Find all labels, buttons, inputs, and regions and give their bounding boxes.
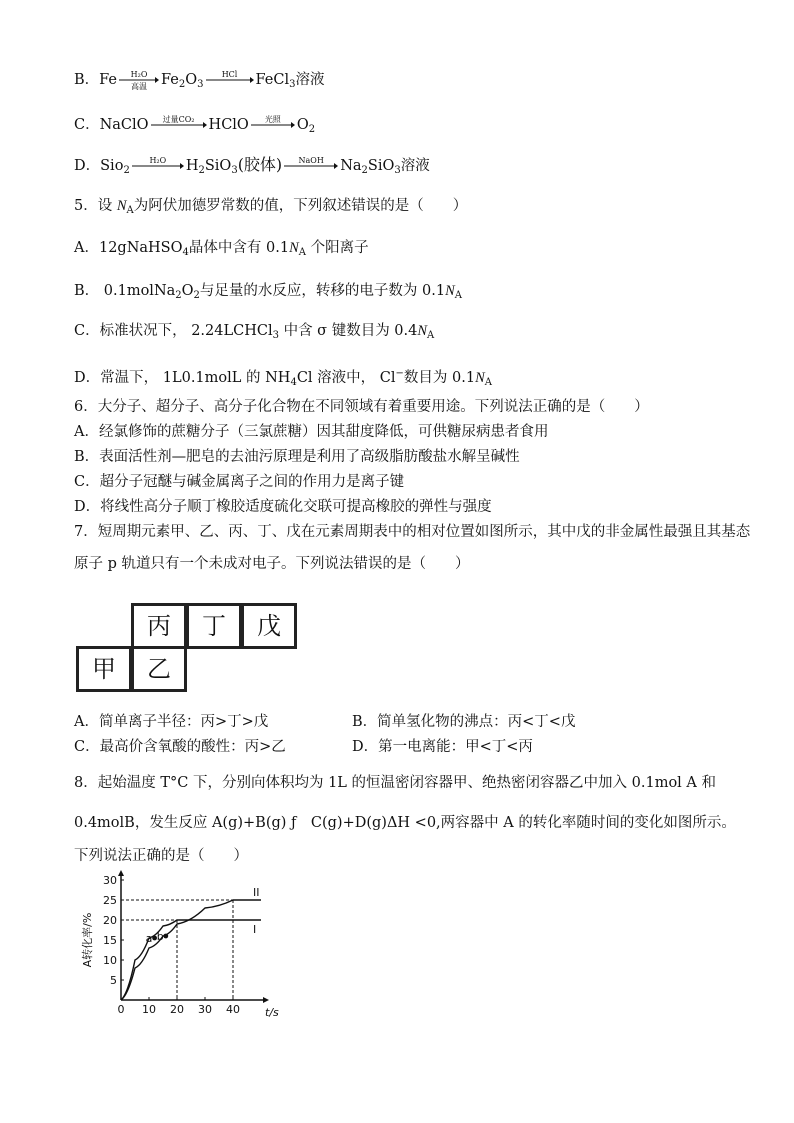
reaction-arrow xyxy=(251,115,295,132)
arrow-top-label: H₂O xyxy=(149,156,167,165)
y-tick-label: 15 xyxy=(103,934,117,947)
q6-option-b: B．表面活性剂—肥皂的去油污原理是利用了高级脂肪酸盐水解呈碱性 xyxy=(74,449,520,465)
na-symbol: N xyxy=(445,283,455,299)
x-axis-arrow xyxy=(263,997,269,1003)
q5-c-b: 中含 σ 键数目为 0.4 xyxy=(283,323,418,339)
na2sio3: Na xyxy=(340,158,362,174)
na-sub: A xyxy=(298,247,306,258)
y-tick-label: 5 xyxy=(110,974,117,987)
series-label-II: II xyxy=(253,886,260,899)
question-5-stem xyxy=(74,196,467,221)
reaction-arrow xyxy=(284,156,338,173)
na-symbol: N xyxy=(417,323,428,339)
o2: O xyxy=(296,117,309,133)
option-c-start: C．NaClO xyxy=(74,117,149,133)
y-tick-label: 20 xyxy=(103,914,117,927)
question-7-stem-line1: 7．短周期元素甲、乙、丙、丁、戊在元素周期表中的相对位置如图所示，其中戊的非金属性最强且其基态 xyxy=(74,524,751,540)
q5-b-a: B． 0.1molNa xyxy=(74,283,176,299)
reaction-arrow xyxy=(206,70,254,87)
option-c-line: C．NaClO 过量CO₂ HClO 光照 $O_2$ xyxy=(74,115,316,135)
x-tick-label: 10 xyxy=(142,1003,156,1016)
cell-ding: 丁 xyxy=(186,603,242,649)
x-tick-label: 30 xyxy=(198,1003,212,1016)
q5-a-c: 个阳离子 xyxy=(310,240,369,256)
question-8-stem-line1: 8．起始温度 T°C 下，分别向体积均为 1L 的恒温密闭容器甲、绝热密闭容器乙中加入 0.1mol A 和 xyxy=(74,775,717,791)
cell-jia: 甲 xyxy=(76,646,132,692)
arrow-top-label: 过量CO₂ xyxy=(162,115,195,124)
q5-stem-b: 为阿伏加德罗常数的值，下列叙述错误的是（ ） xyxy=(133,198,468,214)
cell-yi: 乙 xyxy=(131,646,187,692)
colloid-text: (胶体) xyxy=(237,155,283,174)
series-line-I xyxy=(121,920,261,1000)
q5-stem-a: 5．设 xyxy=(74,198,113,214)
conversion-rate-chart xyxy=(76,868,279,1019)
point-label-b: b xyxy=(156,930,164,943)
q5-a-a: A．12gNaHSO xyxy=(74,240,183,256)
y-axis-label: A转化率/% xyxy=(81,912,94,968)
sio3-text-2: SiO xyxy=(367,158,395,174)
na-symbol: N xyxy=(289,240,299,256)
na-symbol: N xyxy=(475,369,485,386)
q5-option-d: D．常温下， 1L0.1molL 的 $NH_4Cl$ 溶液中， Cl−数目为 $0.1N_A$ xyxy=(74,368,492,388)
q5-option-c: C．标准状况下， 2.24LCHCl$_3$ 中含 σ 键数目为 $0.4N_A$ xyxy=(74,323,435,341)
arrow-bottom-label: 高温 xyxy=(131,82,148,91)
fecl3: FeCl xyxy=(255,72,290,88)
y-tick-label: 25 xyxy=(103,894,117,907)
question-7-stem-line2: 原子 p 轨道只有一个未成对电子。下列说法错误的是（ ） xyxy=(74,556,470,572)
point-b xyxy=(163,934,168,939)
option-d-line: D．Sio$_2$ H₂O $H_2SiO_3$(胶体) NaOH $Na_2SiO_3$溶液 xyxy=(74,155,430,176)
sio3-text: SiO xyxy=(204,158,232,174)
q5-b-b: O xyxy=(181,283,194,299)
h2sio3: H xyxy=(185,158,199,174)
option-b-start: B．Fe xyxy=(74,72,118,88)
arrow-top-label: NaOH xyxy=(298,156,324,165)
q5-b-c: 与足量的水反应，转移的电子数为 0.1 xyxy=(199,283,446,299)
option-d-start: D．Sio xyxy=(74,158,124,174)
arrow-top-label: HCl xyxy=(221,70,238,79)
solution-text: 溶液 xyxy=(295,72,325,88)
option-b-line: B．Fe H₂O 高温 $Fe_2O_3$ HCl FeCl$_3$溶液 xyxy=(74,70,325,91)
fe2o3: Fe xyxy=(161,72,179,88)
question-6-stem: 6．大分子、超分子、高分子化合物在不同领域有着重要用途。下列说法正确的是（ ） xyxy=(74,399,649,415)
x-tick-label: 20 xyxy=(170,1003,184,1016)
q5-a-b: 晶体中含有 0.1 xyxy=(188,240,290,256)
reaction-arrow xyxy=(119,70,159,91)
q5-c-a: C．标准状况下， 2.24LCHCl xyxy=(74,323,273,339)
hclo: HClO xyxy=(208,117,249,133)
q7-option-d: D．第一电离能：甲<丁<丙 xyxy=(352,739,533,755)
q5-option-b: B． $0.1molNa_2O_2$与足量的水反应，转移的电子数为 $0.1N_A$ xyxy=(74,283,462,301)
series-label-I: I xyxy=(253,923,257,936)
na-symbol: N xyxy=(116,198,127,214)
arrow-top-label: 光照 xyxy=(264,115,281,124)
q5-option-a: A．12gNaHSO$_4$晶体中含有 $0.1N_A$ 个阳离子 xyxy=(74,240,369,258)
q7-option-a: A．简单离子半径：丙>丁>戊 xyxy=(74,714,269,730)
y-tick-label: 10 xyxy=(103,954,117,967)
y-axis-arrow xyxy=(118,870,124,876)
reaction-arrow xyxy=(151,115,207,132)
reaction-arrow xyxy=(132,156,184,173)
na-sub: A xyxy=(427,330,435,341)
q5-d-b: Cl 溶液中， Cl xyxy=(296,369,396,386)
q6-option-d: D．将线性高分子顺丁橡胶适度硫化交联可提高橡胶的弹性与强度 xyxy=(74,499,492,515)
arrow-top-label: H₂O xyxy=(130,70,148,79)
q7-option-c: C．最高价含氧酸的酸性：丙>乙 xyxy=(74,739,286,755)
na-sub: A xyxy=(454,290,462,301)
cell-wu: 戊 xyxy=(241,603,297,649)
x-axis-label: t/s xyxy=(265,1006,279,1019)
question-8-stem-line2: 0.4molB，发生反应 A(g)+B(g) ƒ C(g)+D(g)ΔH <0,两容器中 A 的转化率随时间的变化如图所示。 xyxy=(74,815,736,831)
question-8-stem-line3: 下列说法正确的是（ ） xyxy=(74,848,248,864)
q5-d-c: 数目为 0.1 xyxy=(403,369,476,386)
cell-bing: 丙 xyxy=(131,603,187,649)
na-sub: A xyxy=(484,376,492,388)
q6-option-c: C．超分子冠醚与碱金属离子之间的作用力是离子键 xyxy=(74,474,405,490)
q7-option-b: B．简单氢化物的沸点：丙<丁<戊 xyxy=(352,714,576,730)
x-tick-label: 0 xyxy=(117,1003,125,1016)
solution-text: 溶液 xyxy=(400,158,430,174)
point-label-a: a xyxy=(145,932,153,945)
y-tick-label: 30 xyxy=(103,874,117,887)
q6-option-a: A．经氯修饰的蔗糖分子（三氯蔗糖）因其甜度降低，可供糖尿病患者食用 xyxy=(74,424,549,440)
na-sub: A xyxy=(126,205,134,216)
series-line-II xyxy=(121,900,261,1000)
x-tick-label: 40 xyxy=(226,1003,240,1016)
q5-d-a: D．常温下， 1L0.1molL 的 NH xyxy=(74,369,291,386)
